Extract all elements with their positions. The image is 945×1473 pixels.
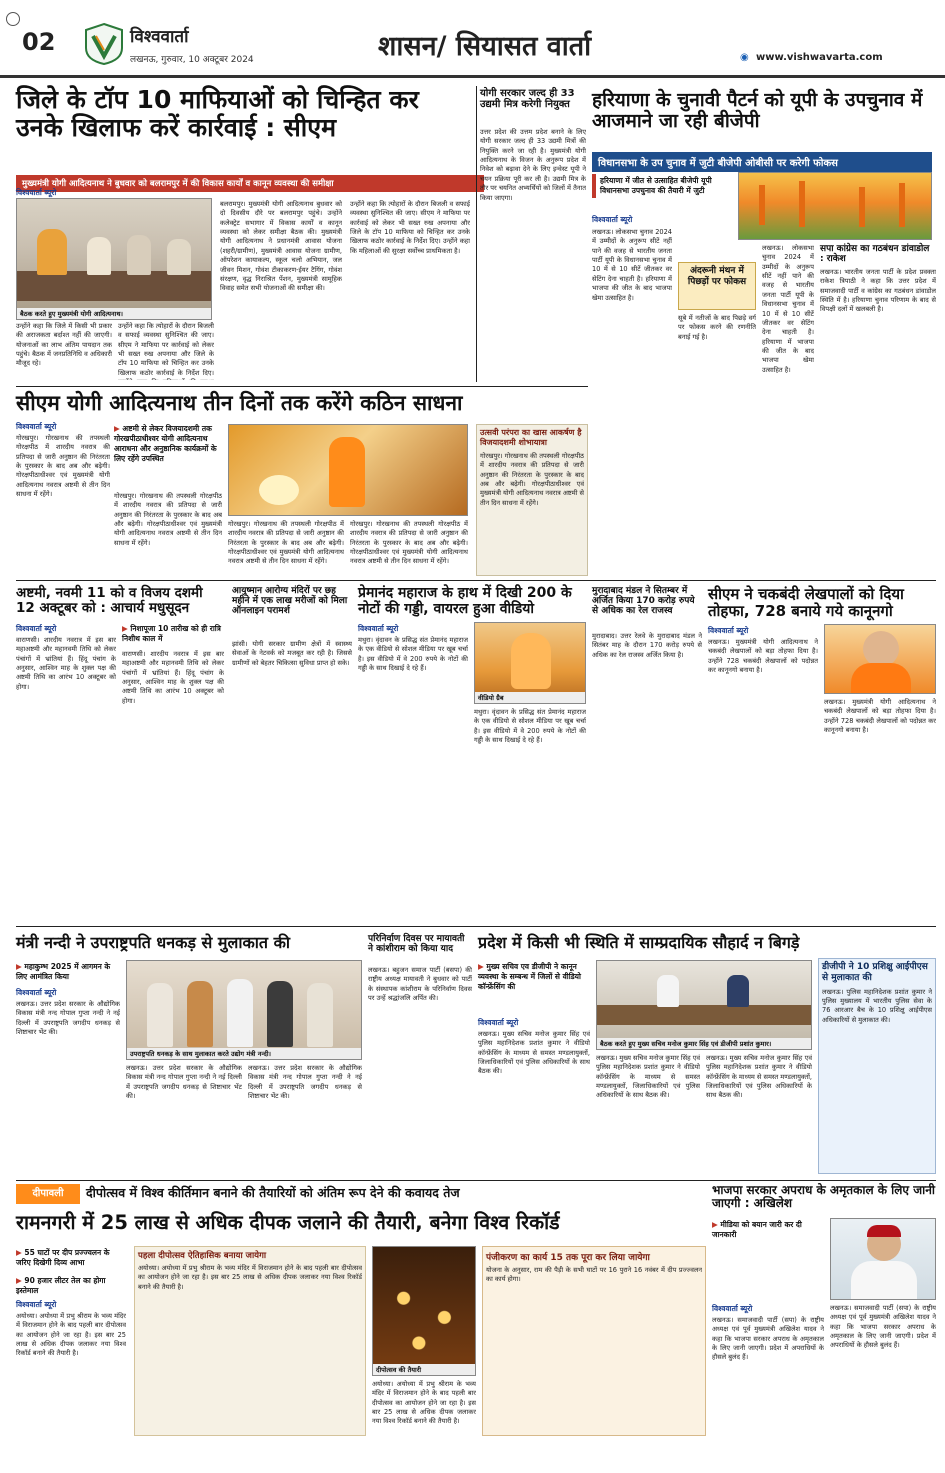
haryana-byline: विश्ववार्ता ब्यूरो <box>592 215 633 224</box>
haryana-subhead: विधानसभा के उप चुनाव में जुटी बीजेपी ओबीसी पर करेगी फोकस <box>592 152 932 172</box>
premanand-body: मथुरा। वृंदावन के प्रसिद्ध संत प्रेमानंद महाराज के एक वीडियो से सोशल मीडिया पर खूब चर्चा है। इस वीडियो में वे 200 रुपये के नोटों की गड्डी के साथ दिखाई दे रहे हैं। <box>358 636 468 673</box>
lead-headline: जिले के टॉप 10 माफियाओं को चिन्हित कर उनके खिलाफ करें कार्रवाई : सीएम <box>16 85 419 142</box>
mayawati-body: लखनऊ। बहुजन समाज पार्टी (बसपा) की राष्ट्रीय अध्यक्ष मायावती ने बुधवार को पार्टी के संस्थापक कांशीराम के परिनिर्वाण दिवस पर उन्हें श्रद्धांजलि अर्पित की। <box>368 966 472 1003</box>
nandi-body-3: लखनऊ। उत्तर प्रदेश सरकार के औद्योगिक विकास मंत्री नन्द गोपाल गुप्ता नन्दी ने नई दिल्ली में उपराष्ट्रपति जगदीप धनकड़ से शिष्टाचार भेंट की। <box>248 1064 362 1101</box>
sapa-headline: सपा कांग्रेस का गठबंधन डांवाडोल : राकेश <box>820 244 930 265</box>
mayawati-headline: परिनिर्वाण दिवस पर मायावती ने कांशीराम को किया याद <box>368 934 465 955</box>
ashtami-bullet: ▶ निशापूजा 10 तारीख को ही रात्रि निशीथ काल में <box>122 624 221 644</box>
deep-body: अयोध्या। अयोध्या में प्रभु श्रीराम के भव्य मंदिर में विराजमान होने के बाद पहली बार दीपोत्सव का आयोजन होने जा रहा है। इस बार 25 लाख से अधिक दीपक जलाकर नया विश्व रिकॉर्ड बनाने की तैयारी है। <box>16 1312 126 1358</box>
premanand-body-2: मथुरा। वृंदावन के प्रसिद्ध संत प्रेमानंद महाराज के एक वीडियो से सोशल मीडिया पर खूब चर्चा है। इस वीडियो में वे 200 रुपये के नोटों की गड्डी के साथ दिखाई दे रहे हैं। <box>474 708 586 745</box>
dgp-box: डीजीपी ने 10 प्रशिक्षु आईपीएस से मुलाकात की लखनऊ। पुलिस महानिदेशक प्रशांत कुमार ने पुलिस मुख्यालय में भारतीय पुलिस सेवा के 76 आरआर बैच के 10 प्रशिक्षु आईपीएस अधिकारियों से मुलाकात की। <box>818 958 936 1174</box>
deep-body-2: अयोध्या। अयोध्या में प्रभु श्रीराम के भव्य मंदिर में विराजमान होने के बाद पहली बार दीपोत्सव का आयोजन होने जा रहा है। इस बार 25 लाख से अधिक दीपक जलाकर नया विश्व रिकॉर्ड बनाने की तैयारी है। <box>372 1380 476 1426</box>
ayushman-body: झांसी। योगी सरकार ग्रामीण क्षेत्रों में स्वास्थ्य सेवाओं के नेटवर्क को मजबूत कर रही है। जिससे ग्रामीणों को बेहतर चिकित्सा सुविधा प्राप्त हो सके। <box>232 640 352 667</box>
railway-body: मुरादाबाद। उत्तर रेलवे के मुरादाबाद मंडल ने सितंबर माह के दौरान 170 करोड़ रुपये से अधिक का रेल राजस्व अर्जित किया है। <box>592 632 702 659</box>
deepotsav-headline: दीपोत्सव में विश्व कीर्तिमान बनाने की तैयारियों को अंतिम रूप देने की कवायद तेज <box>86 1185 460 1200</box>
railway-headline: मुरादाबाद मंडल ने सितम्बर में अर्जित किया 170 करोड़ रुपये से अधिक का रेल राजस्व <box>592 586 695 617</box>
akhilesh-photo <box>830 1218 936 1300</box>
ayushman-headline: आयुष्मान आरोग्य मंदिरों पर छह महीने में एक लाख मरीजों को मिला ऑनलाइन परामर्श <box>232 586 348 617</box>
sauhard-bullet: ▶ मुख्य सचिव एव डीजीपी ने कानून व्यवस्था के सम्बन्ध में जिलों से वीडियो कॉन्फ्रेंसिंग की <box>478 962 581 992</box>
panjikaran-box: पंजीकरण का कार्य 15 तक पूरा कर लिया जायेगा योजना के अनुसार, राम की पैड़ी के सभी घाटों पर 16 पुराने 16 नवंबर में दीप प्रज्ज्वलन का कार्य होगा। <box>482 1246 706 1436</box>
lekhpal-body: लखनऊ। मुख्यमंत्री योगी आदित्यनाथ ने चकबंदी लेखपालों को बड़ा तोहफा दिया है। उन्होंने 728 चकबंदी लेखपालों को पदोन्नत कर कानूनगो बनाया है। <box>708 638 818 675</box>
sadhana-body: गोरखपुर। गोरखनाथ की तपस्थली गोरक्षपीठ में शारदीय नवरात्र की प्रतिपदा से जारी अनुष्ठान की निरंतरता के पुरस्कार के बाद अब और बढ़ेगी। गोरक्षपीठाधीश्वर एवं मुख्यमंत्री योगी आदित्यनाथ नवरात्र अष्टमी से तीन दिन साधना में रहेंगे। <box>16 434 110 499</box>
brand-name: विश्ववार्ता <box>130 27 189 47</box>
haryana-inset: अंदरूनी मंथन में पिछड़ों पर फोकस <box>678 262 756 310</box>
ashtami-headline: अष्टमी, नवमी 11 को व विजय दशमी 12 अक्टूबर को : आचार्य मधुसूदन <box>16 585 203 617</box>
premanand-byline: विश्ववार्ता ब्यूरो <box>358 624 399 633</box>
sapa-body: लखनऊ। भारतीय जनता पार्टी के प्रदेश प्रवक्ता राकेश त्रिपाठी ने कहा कि उत्तर प्रदेश में समाजवादी पार्टी व कांग्रेस का गठबंधन डांवाडोल स्थिति में है। हरियाणा चुनाव परिणाम के बाद से विपक्षी दलों में खलबली है। <box>820 268 936 314</box>
premanand-headline: प्रेमानंद महाराज के हाथ में दिखी 200 के नोटों की गड्डी, वायरल हुआ वीडियो <box>358 585 572 617</box>
nandi-byline: विश्ववार्ता ब्यूरो <box>16 988 57 997</box>
lekhpal-headline: सीएम ने चकबंदी लेखपालों को दिया तोहफा, 728 बनाये गये कानूनगो <box>708 585 904 620</box>
pooja-photo <box>228 424 468 516</box>
deep-bullet-1: ▶ 55 घाटों पर दीप प्रज्ज्वलन के जरिए दिखेगी दिव्य आभा <box>16 1248 110 1268</box>
sadhana-bullet: ▶ अष्टमी से लेकर विजयादशमी तक गोरखपीठाधीश्वर योगी आदित्यनाथ आराधना और अनुष्ठानिक कार्यक्रमों के लिए रहेंगे उपस्थित <box>114 424 217 464</box>
ashtami-body-2: वाराणसी। शारदीय नवरात्र में इस बार महाअष्टमी और महानवमी तिथि को लेकर पंचांगों में भ्रांतियां हैं। हिंदू पंचांग के अनुसार, आश्विन माह के शुक्ल पक्ष की अष्टमी तिथि का आरंभ 10 अक्टूबर को होगा। <box>122 650 224 705</box>
shobhayatra-box: उत्सवी परंपरा का खास आकर्षण है विजयादशमी शोभायात्रा गोरखपुर। गोरखनाथ की तपस्थली गोरक्षपीठ में शारदीय नवरात्र की प्रतिपदा से जारी अनुष्ठान की निरंतरता के पुरस्कार के बाद अब और बढ़ेगी। गोरक्षपीठाधीश्वर एवं मुख्यमंत्री योगी आदित्यनाथ नवरात्र अष्टमी से तीन दिन साधना में रहेंगे। <box>476 424 588 576</box>
premanand-photo: वीडियो ग्रैब <box>474 622 586 704</box>
lead-byline: विश्ववार्ता ब्यूरो <box>16 188 57 197</box>
lekhpal-byline: विश्ववार्ता ब्यूरो <box>708 626 749 635</box>
print-marks <box>0 1440 945 1473</box>
ashtami-byline: विश्ववार्ता ब्यूरो <box>16 624 57 633</box>
diwali-tag: दीपावली <box>16 1184 80 1204</box>
sadhana-body-4: गोरखपुर। गोरखनाथ की तपस्थली गोरक्षपीठ में शारदीय नवरात्र की प्रतिपदा से जारी अनुष्ठान की निरंतरता के पुरस्कार के बाद अब और बढ़ेगी। गोरक्षपीठाधीश्वर एवं मुख्यमंत्री योगी आदित्यनाथ नवरात्र अष्टमी से तीन दिन साधना में रहेंगे। <box>350 520 468 566</box>
sauhard-body: लखनऊ। मुख्य सचिव मनोज कुमार सिंह एवं पुलिस महानिदेशक प्रशांत कुमार ने वीडियो कॉन्फ्रेंसिंग के माध्यम से समस्त मण्डलायुक्तों, जिलाधिकारियों एवं पुलिस अधिकारियों के साथ बैठक की। <box>478 1030 590 1076</box>
haryana-body-2: सूबे में नतीजों के बाद पिछड़े वर्ग पर फोकस करने की रणनीति बनाई गई है। <box>678 314 756 341</box>
nandi-body-2: लखनऊ। उत्तर प्रदेश सरकार के औद्योगिक विकास मंत्री नन्द गोपाल गुप्ता नन्दी ने नई दिल्ली में उपराष्ट्रपति जगदीप धनकड़ से शिष्टाचार भेंट की। <box>126 1064 242 1101</box>
haryana-kicker: हरियाणा में जीत से उत्साहित बीजेपी यूपी विधानसभा उपचुनाव की तैयारी में जुटी <box>592 174 734 198</box>
ramnagari-headline: रामनगरी में 25 लाख से अधिक दीपक जलाने की तैयारी, बनेगा विश्व रिकॉर्ड <box>16 1211 560 1234</box>
lead-body-a: बलरामपुर। मुख्यमंत्री योगी आदित्यनाथ बुधवार को दो दिवसीय दौरे पर बलरामपुर पहुंचे। उन्होंने कलेक्ट्रेट सभागार में विकास कार्यों व कानून व्यवस्था को लेकर समीक्षा बैठक की। मुख्यमंत्री योगी आदित्यनाथ ने प्रधानमंत्री आवास योजना (शहरी/ग्रामीण), मुख्यमंत्री आवास योजना ग्रामीण, ऑपरेशन कायाकल्प, स्कूल चलो अभियान, जल जीवन मिशन, गोवंश टीकाकरण-ईयर टैगिंग, गोवंश संरक्षण, वृद्ध निराश्रित पेंशन, मुख्यमंत्री सामूहिक विवाह समेत सभी योजनाओं की समीक्षा की। <box>220 200 342 293</box>
udyami-headline: योगी सरकार जल्द ही 33 उद्यमी मित्र करेगी नियुक्त <box>480 88 575 111</box>
udyami-body: उत्तर प्रदेश की उत्तम प्रदेश बनाने के लिए योगी सरकार जल्द ही 33 उद्यमी मित्रों की नियुक्ति करने जा रही है। मुख्यमंत्री योगी आदित्यनाथ के विजन के अनुरूप प्रदेश में निवेश को बढ़ावा देने के लिए इन्वेस्ट यूपी ने चयन प्रक्रिया पूरी कर ली है। उद्यमी मित्र के तौर पर चयनित अभ्यर्थियों को जिलों में तैनात किया जाएगा। <box>480 128 586 202</box>
nandi-bullet: ▶ महाकुम्भ 2025 में आगमन के लिए आमंत्रित किया <box>16 962 111 982</box>
haryana-body: लखनऊ। लोकसभा चुनाव 2024 में उम्मीदों के अनुरूप सीटें नहीं पाने की वजह से भारतीय जनता पार्टी यूपी के विधानसभा चुनाव में 10 में से 10 सीटें जीतकर वर सेटिंग देना चाहती है। हरियाणा में भाजपा की जीत के बाद भाजपा खेमा उत्साहित है। <box>592 228 672 302</box>
deep-bullet-2: ▶ 90 हजार लीटर तेल का होगा इस्तेमाल <box>16 1276 106 1296</box>
lead-body-a3: उन्होंने कहा कि त्योहारों के दौरान बिजली व सफाई व्यवस्था सुनिश्चित की जाए। सीएम ने माफिया पर कार्रवाई को लेकर भी सख्त रुख अपनाया और जिले के टॉप 10 माफिया को चिन्हित कर उनके खिलाफ कठोर कार्रवाई के निर्देश दिए। <box>118 322 214 377</box>
rally-photo <box>738 172 932 240</box>
sauhard-headline: प्रदेश में किसी भी स्थिति में साम्प्रदायिक सौहार्द न बिगड़े <box>478 933 800 952</box>
sadhana-body-3: गोरखपुर। गोरखनाथ की तपस्थली गोरक्षपीठ में शारदीय नवरात्र की प्रतिपदा से जारी अनुष्ठान की निरंतरता के पुरस्कार के बाद अब और बढ़ेगी। गोरक्षपीठाधीश्वर एवं मुख्यमंत्री योगी आदित्यनाथ नवरात्र अष्टमी से तीन दिन साधना में रहेंगे। <box>228 520 344 566</box>
akhilesh-body-2: लखनऊ। समाजवादी पार्टी (सपा) के राष्ट्रीय अध्यक्ष एवं पूर्व मुख्यमंत्री अखिलेश यादव ने कहा कि भाजपा सरकार अपराध के अमृतकाल के लिए जानी जाएगी। प्रदेश में अपराधियों के हौसले बुलंद हैं। <box>830 1304 936 1350</box>
section-title: शासन/ सियासत वार्ता <box>378 31 592 62</box>
website[interactable]: www.vishwavarta.com <box>756 52 883 63</box>
masthead <box>0 0 945 78</box>
lead-photo <box>16 198 212 320</box>
yogi-photo <box>824 624 936 694</box>
diya-photo: दीपोत्सव की तैयारी <box>372 1246 476 1376</box>
dateline: लखनऊ, गुरुवार, 10 अक्टूबर 2024 <box>130 55 254 65</box>
sadhana-headline: सीएम योगी आदित्यनाथ तीन दिनों तक करेंगे कठिन साधना <box>16 391 463 415</box>
akhilesh-byline: विश्ववार्ता ब्यूरो <box>712 1304 753 1313</box>
logo-icon <box>84 22 124 66</box>
lead-body-b: उन्होंने कहा कि त्योहारों के दौरान बिजली व सफाई व्यवस्था सुनिश्चित की जाए। सीएम ने माफिया पर कार्रवाई को लेकर भी सख्त रुख अपनाया और जिले के टॉप 10 माफिया को चिन्हित कर उनके खिलाफ कठोर कार्रवाई के निर्देश दिए। उन्होंने कहा कि महिलाओं की सुरक्षा सर्वोच्च प्राथमिकता है। <box>350 200 470 255</box>
haryana-body-3: लखनऊ। लोकसभा चुनाव 2024 में उम्मीदों के अनुरूप सीटें नहीं पाने की वजह से भारतीय जनता पार्टी यूपी के विधानसभा चुनाव में 10 में से 10 सीटें जीतकर वर सेटिंग देना चाहती है। हरियाणा में भाजपा की जीत के बाद भाजपा खेमा उत्साहित है। <box>762 244 814 374</box>
page-number: 02 <box>22 28 56 56</box>
lead-caption: बैठक करते हुए मुख्यमंत्री योगी आदित्यनाथ। <box>17 308 211 319</box>
akhilesh-headline: भाजपा सरकार अपराध के अमृतकाल के लिए जानी जाएगी : अखिलेश <box>712 1183 935 1211</box>
registration-mark <box>6 12 20 26</box>
divider <box>16 1180 936 1181</box>
column-divider <box>476 86 477 382</box>
nandi-photo: उपराष्ट्रपति धनकड़ के साथ मुलाकात करते उद्योग मंत्री नन्दी। <box>126 960 362 1060</box>
lekhpal-body-2: लखनऊ। मुख्यमंत्री योगी आदित्यनाथ ने चकबंदी लेखपालों को बड़ा तोहफा दिया है। उन्होंने 728 चकबंदी लेखपालों को पदोन्नत कर कानूनगो बनाया है। <box>824 698 936 735</box>
lead-body-a2: उन्होंने कहा कि जिले में किसी भी प्रकार की अराजकता बर्दाश्त नहीं की जाएगी। योजनाओं का लाभ अंतिम पायदान तक पहुंचे। बैठक में जनप्रतिनिधि व अधिकारी मौजूद रहे। <box>16 322 112 368</box>
divider <box>16 926 936 927</box>
sauhard-body-2: लखनऊ। मुख्य सचिव मनोज कुमार सिंह एवं पुलिस महानिदेशक प्रशांत कुमार ने वीडियो कॉन्फ्रेंसिंग के माध्यम से समस्त मण्डलायुक्तों, जिलाधिकारियों एवं पुलिस अधिकारियों के साथ बैठक की। <box>596 1054 700 1100</box>
nandi-headline: मंत्री नन्दी ने उपराष्ट्रपति धनकड़ से मुलाकात की <box>16 933 291 952</box>
akhilesh-body: लखनऊ। समाजवादी पार्टी (सपा) के राष्ट्रीय अध्यक्ष एवं पूर्व मुख्यमंत्री अखिलेश यादव ने कहा कि भाजपा सरकार अपराध के अमृतकाल के लिए जानी जाएगी। प्रदेश में अपराधियों के हौसले बुलंद हैं। <box>712 1316 824 1362</box>
sadhana-body-2: गोरखपुर। गोरखनाथ की तपस्थली गोरक्षपीठ में शारदीय नवरात्र की प्रतिपदा से जारी अनुष्ठान की निरंतरता के पुरस्कार के बाद अब और बढ़ेगी। गोरक्षपीठाधीश्वर एवं मुख्यमंत्री योगी आदित्यनाथ नवरात्र अष्टमी से तीन दिन साधना में रहेंगे। <box>114 492 222 547</box>
meeting-photo: बैठक करते हुए मुख्य सचिव मनोज कुमार सिंह एवं डीजीपी प्रशांत कुमार। <box>596 960 812 1050</box>
nandi-body: लखनऊ। उत्तर प्रदेश सरकार के औद्योगिक विकास मंत्री नन्द गोपाल गुप्ता नन्दी ने नई दिल्ली में उपराष्ट्रपति जगदीप धनकड़ से शिष्टाचार भेंट की। <box>16 1000 120 1037</box>
sauhard-body-3: लखनऊ। मुख्य सचिव मनोज कुमार सिंह एवं पुलिस महानिदेशक प्रशांत कुमार ने वीडियो कॉन्फ्रेंसिंग के माध्यम से समस्त मण्डलायुक्तों, जिलाधिकारियों एवं पुलिस अधिकारियों के साथ बैठक की। <box>706 1054 812 1100</box>
divider <box>16 386 588 387</box>
ashtami-body: वाराणसी। शारदीय नवरात्र में इस बार महाअष्टमी और महानवमी तिथि को लेकर पंचांगों में भ्रांतियां हैं। हिंदू पंचांग के अनुसार, आश्विन माह के शुक्ल पक्ष की अष्टमी तिथि का आरंभ 10 अक्टूबर को होगा। <box>16 636 116 691</box>
sadhana-byline: विश्ववार्ता ब्यूरो <box>16 422 57 431</box>
akhilesh-bullet: ▶ मीडिया को बयान जारी कर दी जानकारी <box>712 1220 802 1240</box>
deep-byline: विश्ववार्ता ब्यूरो <box>16 1300 57 1309</box>
divider <box>16 580 936 581</box>
first-deepotsav-box: पहला दीपोत्सव ऐतिहासिक बनाया जायेगा अयोध्या। अयोध्या में प्रभु श्रीराम के भव्य मंदिर में विराजमान होने के बाद पहली बार दीपोत्सव का आयोजन होने जा रहा है। इस बार 25 लाख से अधिक दीपक जलाकर नया विश्व रिकॉर्ड बनाने की तैयारी है। <box>134 1246 366 1436</box>
globe-icon: ◉ <box>740 52 749 63</box>
lead-subhead: मुख्यमंत्री योगी आदित्यनाथ ने बुधवार को बलरामपुर में की विकास कार्यों व कानून व्यवस्था की समीक्षा <box>16 175 484 192</box>
haryana-headline: हरियाणा के चुनावी पैटर्न को यूपी के उपचुनाव में आजमाने जा रही बीजेपी <box>592 89 923 133</box>
sauhard-byline: विश्ववार्ता ब्यूरो <box>478 1018 519 1027</box>
